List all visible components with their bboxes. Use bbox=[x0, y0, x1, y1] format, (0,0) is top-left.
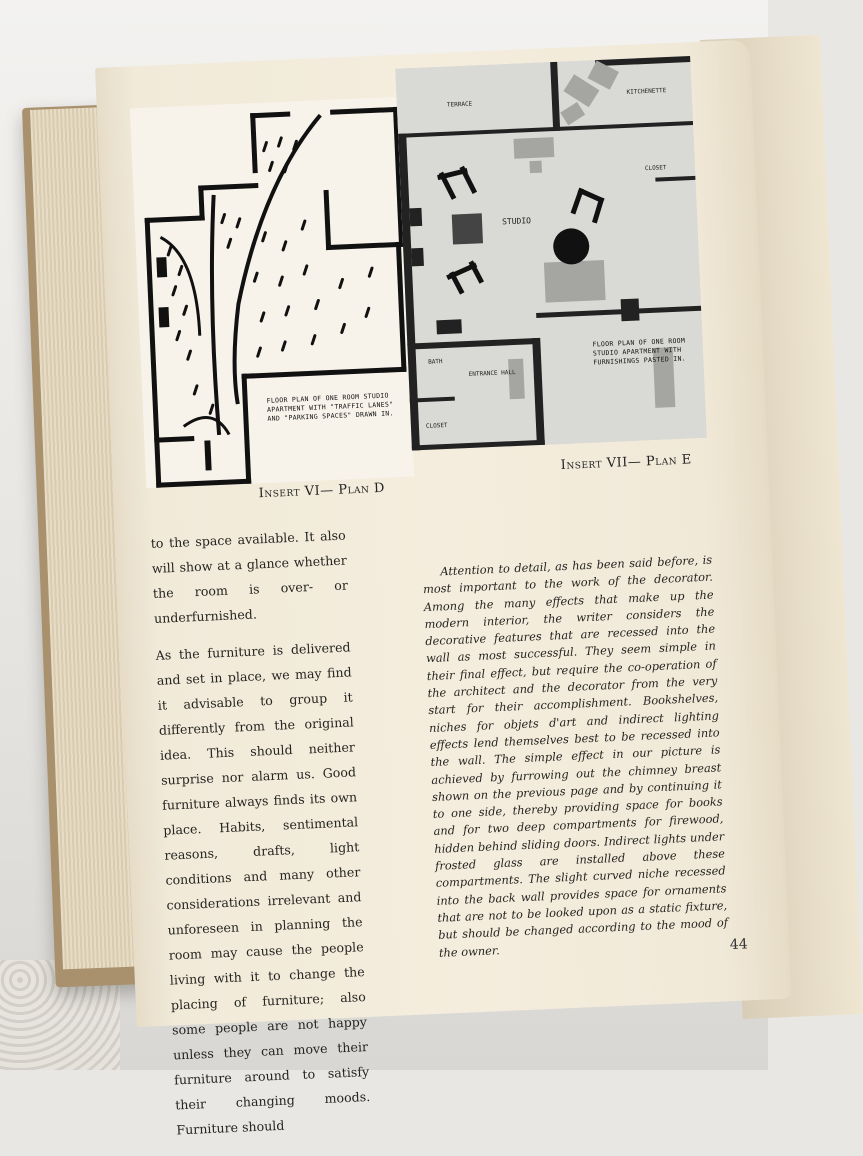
right-paragraph: Attention to detail, as has been said before, is most important to the work of the decorator. Among the many effects that make up the modern interior, the writer considers the decorative features that are recessed into the wall as most successful. They seem simple in their final effect, but require the co-operation of the architect and the decorator from the very start for their accomplishment. Bookshelves, niches for objets d'art and indirect lighting effects lend themselves best to be recessed into the wall. The simple effect in our picture is achieved by furrowing out the chimney breast shown on the previous page and by continuing it to one side, thereby providing space for books and for two deep compartments for firewood, hidden behind sliding doors. Indirect lights under frosted glass are installed above these compartments. The slight curved niche recessed into the back wall provides space for ornaments that are not to be looked upon as a static fixture, but should be changed according to the mood of the owner. bbox=[422, 552, 729, 960]
entrance-hall-label: ENTRANCE HALL bbox=[468, 368, 516, 378]
closet-top-label: CLOSET bbox=[644, 164, 667, 173]
page-number: 44 bbox=[729, 936, 749, 954]
right-column bbox=[422, 552, 729, 962]
floor-plan-e-drawing bbox=[395, 56, 706, 451]
plan-d-note: FLOOR PLAN OF ONE ROOM STUDIO APARTMENT WITH "TRAFFIC LANES" AND "PARKING SPACES" DRAWN IN. bbox=[266, 391, 394, 423]
floor-plan-d bbox=[130, 97, 414, 488]
floor-plan-e bbox=[395, 56, 706, 451]
bath-label: BATH bbox=[427, 358, 443, 366]
floor-plan-d-drawing bbox=[130, 97, 414, 488]
left-column bbox=[150, 523, 372, 1155]
plan-d-caption: Insert VI— Plan D bbox=[258, 480, 386, 502]
book-page bbox=[95, 39, 791, 1138]
left-paragraph-1: to the space available. It also will show at a glance whether the room is over- or underfurnished. bbox=[150, 527, 349, 626]
studio-label: STUDIO bbox=[501, 216, 532, 227]
closet-bottom-label: CLOSET bbox=[425, 421, 448, 430]
plan-e-note: FLOOR PLAN OF ONE ROOM STUDIO APARTMENT WITH FURNISHINGS PASTED IN. bbox=[592, 336, 687, 367]
left-paragraph-2: As the furniture is delivered and set in place, we may find it advisable to group it differently from the original idea. This should neither surprise nor alarm us. Good furniture always finds its own place. Habits, sentimental reasons, drafts, light conditions and many other considerations irrelevant and unforeseen in planning the room may cause the people living with it to change the placing of furniture; also some people are not happy unless they can move their furniture around to satisfy their changing moods. Furniture should bbox=[155, 639, 371, 1138]
plan-e-caption: Insert VII— Plan E bbox=[560, 452, 693, 474]
terrace-label: TERRACE bbox=[446, 100, 473, 109]
kitchenette-label: KITCHENETTE bbox=[626, 87, 667, 96]
